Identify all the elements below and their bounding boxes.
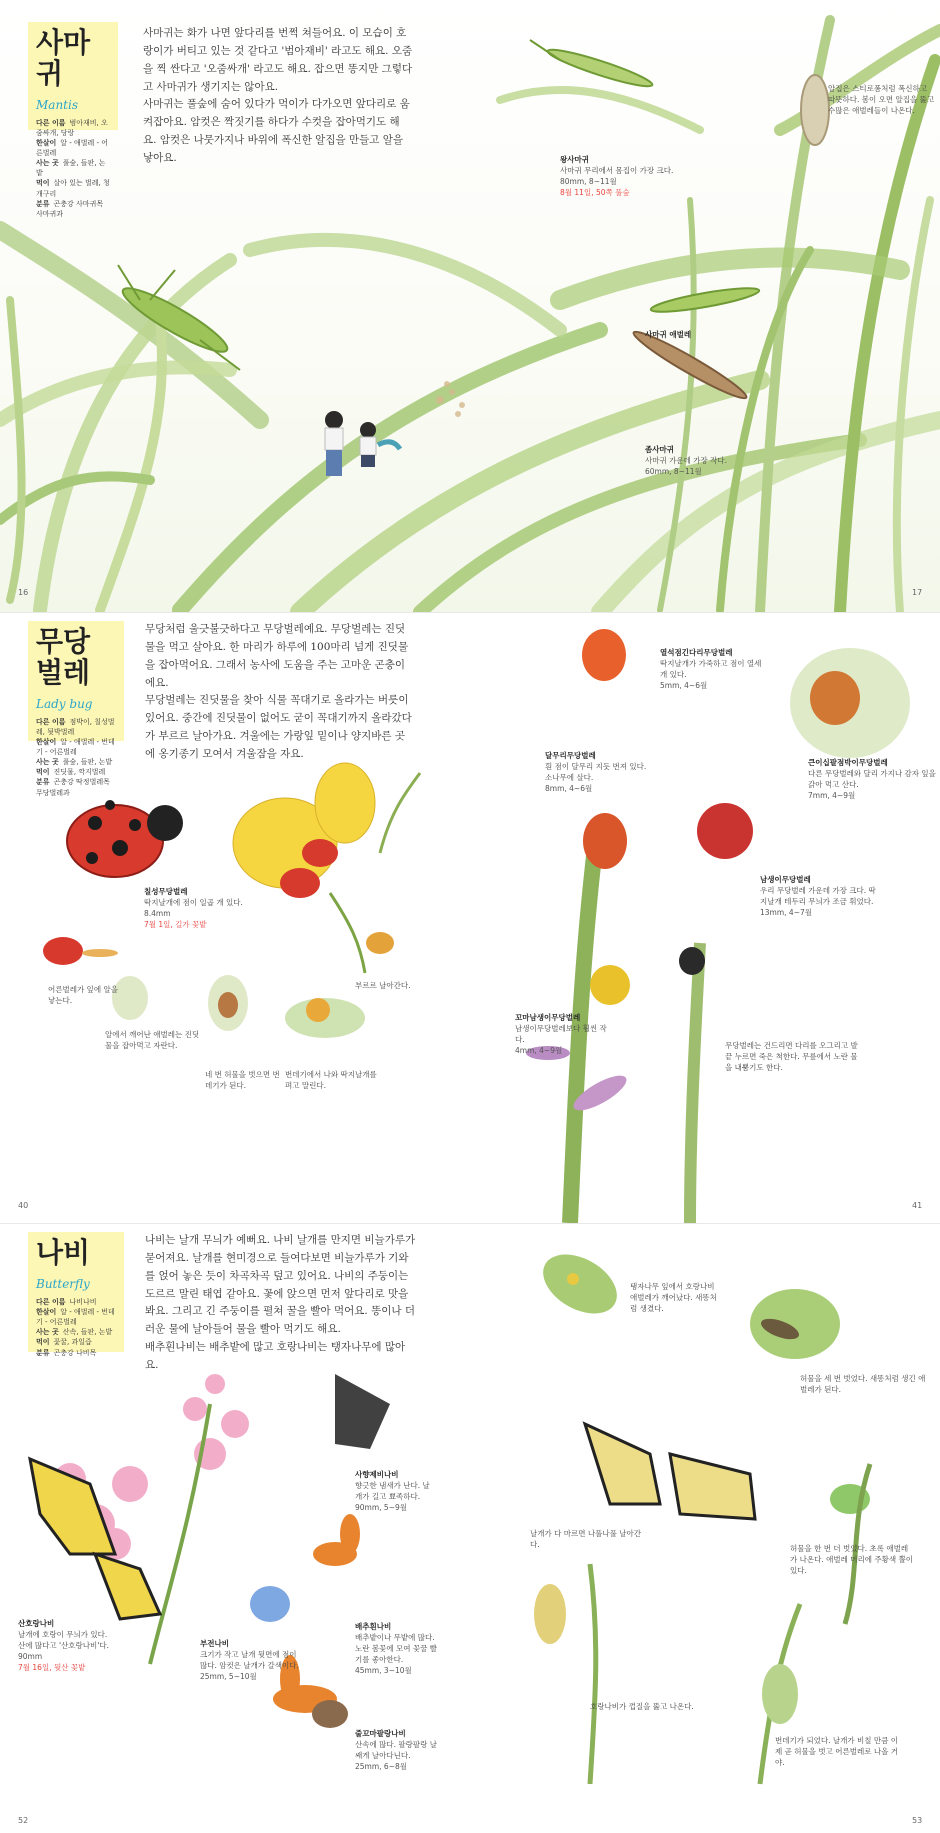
caption-emerge: 호랑나비가 껍질을 뚫고 나온다.	[590, 1702, 694, 1711]
caption-green-larva: 허물을 한 번 더 벗었다. 초록 애벌레가 나온다. 애벌레 머리에 주황색 뿔이 있다.	[790, 1544, 913, 1575]
english-title: Mantis	[36, 97, 78, 112]
caption-egg-case: 알집은 스티로폼처럼 폭신하고 따뜻하다. 봄이 오면 알집을 뚫고 수많은 애벌레들이 나온다.	[828, 84, 935, 115]
caption-wings-dry: 날개가 다 마르면 나풀나풀 날아간다.	[530, 1529, 641, 1549]
page-number-left: 40	[18, 1201, 29, 1210]
ladybug-spread	[0, 613, 940, 1223]
body-text: 무당처럼 울긋불긋하다고 무당벌레예요. 무당벌레는 진딧물을 먹고 살아요. 한 마리가 하루에 100마리 넘게 진딧물을 잡아먹어요. 그래서 농사에 도움을 주는 고마운 곤충이에요. 무당벌레는 진딧물을 찾아 식물 꼭대기로 올라가는 버릇이 있어요. 중간에 진딧물이 없어도 굳이 꼭대기까지 올라갔다가 부르르 날아가요. 겨울에는 가랑잎 밑이나 양지바른 곳에 옹기종기 모여서 겨울잠을 자요.	[145, 623, 412, 760]
meta-list: 다른 이름 점박이, 칠성벌레, 됫박벌레 한살이 알 - 애벌레 - 번데기 - 어른벌레 사는 곳 풀숲, 들판, 논밭 먹이 진딧물, 깍지벌레 분류 곤충강 딱정벌레목 무당벌레과	[36, 717, 115, 797]
page-number-right: 41	[912, 1201, 923, 1210]
english-title: Lady bug	[36, 696, 93, 711]
caption-thirteen-spot: 열석점긴다리무당벌레 딱지날개가 가죽하고 점이 열세 개 있다. 5mm, 4~6월	[660, 648, 762, 690]
caption-emerge: 번데기에서 나와 딱지날개를 펴고 말린다.	[285, 1070, 377, 1090]
meta-list: 다른 이름 나비나비 한살이 알 - 애벌레 - 번데기 - 어른벌레 사는 곳 산속, 들판, 논밭 먹이 꽃꿀, 과일즙 분류 곤충강 나비목	[36, 1297, 115, 1357]
page-title: 무당벌레	[36, 625, 91, 689]
english-title: Butterfly	[36, 1276, 90, 1291]
page-number-left: 16	[18, 588, 29, 597]
caption-musk-swallowtail: 사향제비나비 향긋한 냄새가 난다. 날개가 길고 뾰족하다. 90mm, 5~9월	[355, 1470, 430, 1512]
caption-pupa: 번데기가 되었다. 날개가 비칠 만큼 이제 곧 허물을 벗고 어른벌레로 나올 거야.	[775, 1736, 898, 1767]
page-number-right: 17	[912, 588, 923, 597]
caption-cabbage-white: 배추흰나비 배추밭이나 무밭에 많다. 노란 봄꽃에 모여 꽃꿀 빨기를 좋아한다. 45mm, 3~10월	[355, 1622, 437, 1675]
title-box	[28, 621, 124, 797]
caption-third-molt: 허물을 세 번 벗었다. 새똥처럼 생긴 애벌레가 된다.	[800, 1374, 926, 1394]
butterfly-spread	[0, 1224, 940, 1833]
caption-larva: 알에서 깨어난 애벌레는 진딧물을 잡아먹고 자란다.	[105, 1030, 200, 1050]
caption-eggs: 어른벌레가 잎에 알을 낳는다.	[48, 985, 118, 1005]
body-text: 사마귀는 화가 나면 앞다리를 번쩍 쳐들어요. 이 모습이 호랑이가 버티고 있는 것 같다고 '범아재비' 라고도 해요. 오줌을 찍 싼다고 '오줌싸개' 라고도 해요. 잡으면 똥지만 그렇다고 사마귀가 생기지는 않아요. 사마귀는 풀숲에 숨어 있다가 먹이가 다가오면 앞다리로 움켜잡아요. 암컷은 짝짓기를 하다가 수컷을 잡아먹기도 해요. 암컷은 나뭇가지나 바위에 폭신한 알집을 만들고 알을 낳아요.	[143, 27, 413, 164]
page-number-left: 52	[18, 1816, 29, 1825]
caption-halo: 달무리무당벌레 흰 점이 달무리 지듯 번져 있다. 소나무에 살다. 8mm, 4~6월	[545, 751, 647, 793]
caption-small-tortoise: 꼬마남생이무당벌레 남생이무당벌레보다 훨씬 작다. 4mm, 4~9월	[515, 1013, 607, 1055]
title-box	[28, 1232, 124, 1357]
caption-nymph: 사마귀 애벌레	[645, 330, 692, 339]
mantis-illustration	[0, 0, 940, 612]
page-title: 나비	[36, 1236, 91, 1269]
meta-list: 다른 이름 범아재비, 오줌싸개, 당랑 한살이 알 - 애벌레 - 어른벌레 사는 곳 풀숲, 들판, 논밭 먹이 살아 있는 벌레, 청개구리 분류 곤충강 사마귀목 사마귀과	[36, 118, 110, 218]
title-box	[28, 22, 118, 218]
caption-flying: 부르르 날아간다.	[355, 981, 411, 990]
page-number-right: 53	[912, 1816, 923, 1825]
caption-defense: 무당벌레는 건드리면 다리를 오그리고 발끝 누르면 죽은 척한다. 무릎에서 노란 물을 내뿜기도 한다.	[725, 1041, 858, 1072]
caption-28-spot: 큰이십팔점박이무당벌레 다른 무당벌레와 달리 가지나 감자 잎을 갉아 먹고 산다. 7mm, 4~9월	[808, 758, 936, 800]
caption-king-mantis: 왕사마귀 사마귀 무리에서 몸집이 가장 크다. 80mm, 8~11월 8월 11일, 50쪽 풀숲	[560, 155, 674, 197]
caption-molting: 네 번 허물을 벗으면 번데기가 된다.	[205, 1070, 280, 1090]
body-text: 나비는 날개 무늬가 예뻐요. 나비 날개를 만지면 비늘가루가 묻어져요. 날개를 현미경으로 들여다보면 비늘가루가 기와를 얹어 놓은 듯이 차곡차곡 덮고 있어요. 나비의 주둥이는 도르르 말린 태엽 같아요. 꽃에 앉으면 먼저 앞다리로 맛을 봐요. 그리고 긴 주둥이를 펼쳐 꿀을 빨아 먹어요. 똥이나 더러운 물에 날아들어 물을 빨아 먹기도 해요. 배추흰나비는 배추밭에 많고 호랑나비는 탱자나무에 많아요.	[145, 1234, 416, 1371]
caption-tortoise: 남생이무당벌레 우리 무당벌레 가운데 가장 크다. 딱지날개 테두리 무늬가 조금 휘었다. 13mm, 4~7월	[760, 875, 876, 917]
caption-seven-spot: 칠성무당벌레 딱지날개에 점이 일곱 개 있다. 8.4mm 7월 1일, 길가 꽃밭	[144, 887, 243, 929]
caption-hatch: 탱자나무 잎에서 호랑나비 애벌레가 깨어났다. 새똥처럼 생겼다.	[630, 1282, 717, 1313]
caption-small-mantis: 좀사마귀 사마귀 가운데 가장 작다. 60mm, 8~11월	[645, 445, 727, 476]
caption-blue: 부전나비 크기가 작고 날개 뒷면에 점이 많다. 암컷은 날개가 갈색이다. 25mm, 5~10월	[200, 1639, 299, 1681]
page-title: 사마귀	[36, 26, 91, 90]
mantis-spread	[0, 0, 940, 612]
caption-swallowtail: 산호랑나비 날개에 호랑이 무늬가 있다. 산에 많다고 '산호랑나비'다. 90mm 7월 16일, 뒷산 꽃밭	[18, 1619, 109, 1672]
caption-skipper: 줄꼬마팔랑나비 산속에 많다. 팔랑팔랑 날쌔게 날아다닌다. 25mm, 6~8월	[355, 1729, 437, 1771]
